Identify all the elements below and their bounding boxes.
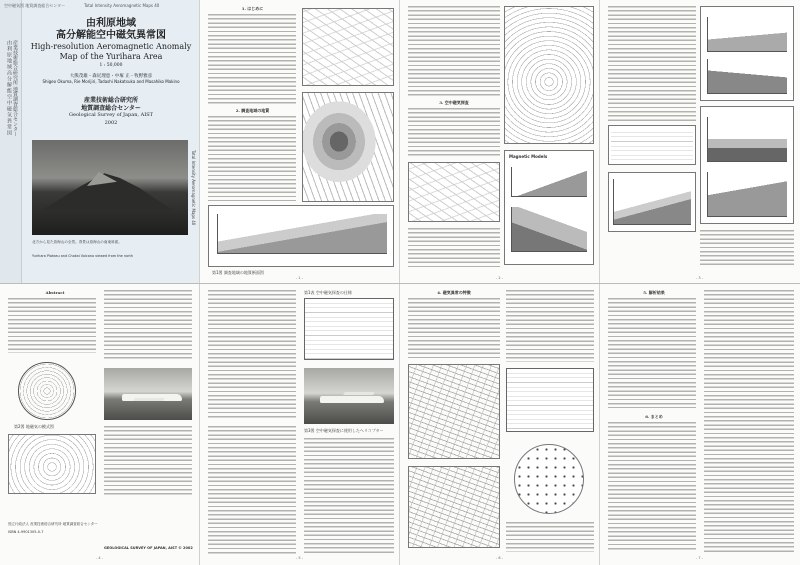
text-block [700,230,794,268]
references-block [608,422,696,552]
field-diagram [8,434,96,494]
text-block [408,228,500,268]
cover-photo [32,140,188,235]
text-block [408,298,500,358]
footer-publisher: GEOLOGICAL SURVEY OF JAPAN, AIST © 2002 [104,546,193,550]
section-heading-3: 3. 空中磁気探査 [439,100,469,105]
section-heading-6: 6. まとめ [645,414,663,419]
cross-section-figure [208,205,394,267]
section-heading-1: 1. はじめに [241,6,264,11]
map-scale: 1 : 50,000 [99,63,123,68]
geomagnetic-globe-figure [18,362,76,420]
authors-ja: 大熊茂雄・森尻理恵・中塚 正・牧野雅彦 [69,74,153,79]
figure-caption-profile: 第1図 調査地域の地質断面図 [212,270,264,275]
page-number: - 2 - [496,276,503,280]
cover-vertical-label: Total Intensity Aeromagnetic Maps 40 [191,150,196,226]
survey-spec-table [304,298,394,360]
page-number: - 7 - [696,556,703,560]
page-number: - 1 - [296,276,303,280]
panel-intro [200,0,400,283]
figure-caption-globe: 第2図 地磁気の模式図 [14,424,54,429]
section-heading-2: 2. 調査地域の地質 [235,108,270,113]
results-table [506,368,594,432]
spine-publisher: 産業技術総合研究所 地質調査総合センター [12,40,18,137]
text-block [208,14,296,104]
text-block [506,290,594,362]
page-number: - 4 - [96,556,103,560]
panel-bottom-4 [600,284,800,565]
text-block [104,290,192,360]
section-heading-4: 4. 磁気異常の特徴 [437,290,471,295]
profile-figure [608,172,696,232]
text-block [208,290,296,420]
helicopter-photo [304,368,394,424]
footer-agency: 独立行政法人 産業技術総合研究所 地質調査総合センター [8,522,98,526]
text-block [608,6,696,121]
location-map-figure [302,8,394,86]
series-label-en: Total Intensity Aeromagnetic Maps 40 [84,3,160,8]
survey-photo [104,368,192,420]
survey-area-map [408,162,500,222]
title-en-line2: Map of the Yurihara Area [59,52,163,61]
publication-year: 2002 [104,120,118,126]
text-block [408,6,500,96]
text-block [208,426,296,554]
text-block [208,116,296,201]
parameter-table [608,125,696,165]
cover-panel [0,0,200,283]
anomaly-detail-map [408,364,500,459]
footer-isbn: ISBN 4-9901305-0-7 [8,530,44,534]
page-number: - 3 - [696,276,703,280]
photo-caption-en: Yurihara Plateau and Chokai Volcano viewed from the north [32,254,133,258]
page-number: - 6 - [496,556,503,560]
photo-caption: 北方から見た鳥海山の全景。背景は鳥海山の南東斜面。 [32,240,122,244]
page-number: - 5 - [296,556,303,560]
spine-title: 由利原地域高分解能空中磁気異常図 [6,40,12,136]
text-block [408,108,500,158]
authors-en: Shigeo Okuma, Rie Morijiri, Tadashi Nakatsuka and Masahiko Makino [42,79,180,84]
table-caption: 第1表 空中磁気探査の仕様 [304,290,352,295]
stereonet-figure [514,444,584,514]
section-heading-abstract: Abstract [45,290,65,295]
text-block [506,522,594,552]
magnetic-models-label: Magnetic Models [509,154,548,159]
english-abstract-block [704,290,794,552]
title-en-line1: High-resolution Aeromagnetic Anomaly [30,42,192,51]
text-block [104,426,192,496]
panel-survey [400,0,600,283]
publisher-ja-line2: 地質調査総合センター [81,105,141,112]
flight-line-map [408,466,500,548]
section-heading-5: 5. 解析結果 [643,290,665,295]
cover-spine [0,0,22,283]
analysis-figure-b [700,106,794,224]
panel-bottom-3 [400,284,600,565]
title-ja-line2: 高分解能空中磁気異常図 [56,30,166,41]
series-label: 空中磁気図 地質調査総合センター [4,3,66,8]
title-ja-line1: 由利原地域 [86,18,136,29]
publisher-en: Geological Survey of Japan, AIST [69,112,153,118]
geologic-map-figure [302,92,394,202]
figure-caption-flight: 第3図 空中磁気探査に使用したヘリコプター [304,428,384,433]
text-block [304,438,394,554]
panel-bottom-1 [0,284,200,565]
text-block [8,298,96,353]
magnetic-anomaly-map [504,6,594,144]
panel-analysis [600,0,800,283]
panel-bottom-2 [200,284,400,565]
analysis-figure-a [700,6,794,101]
magnetic-model-figure [504,150,594,265]
text-block [608,298,696,408]
publisher-ja-line1: 産業技術総合研究所 [83,97,138,104]
mountain-silhouette [42,170,172,210]
